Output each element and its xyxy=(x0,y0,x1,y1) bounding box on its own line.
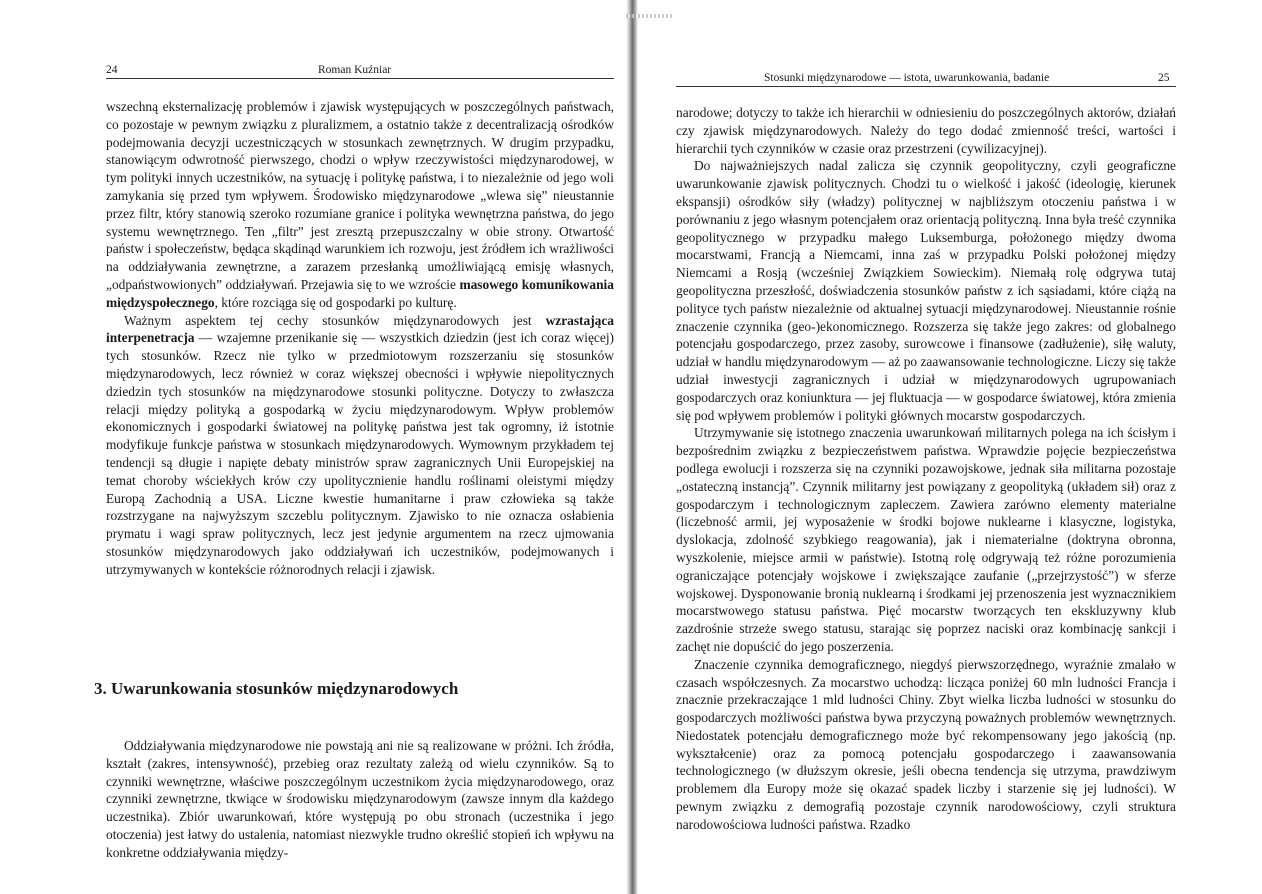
header-rule xyxy=(676,86,1176,87)
paragraph: Znaczenie czynnika demograficznego, niegdyś pierwszorzędnego, wyraźnie zmalało w czasach współczesnych. Za mocarstwo uchodzą: licząca poniżej 60 mln ludności Francja i znacznie przekraczające 1 mld ludności Chiny. Zbyt wielka liczba ludności w stosunku do gospodarczych możliwości państwa bywa przyczyną poważnych problemów wewnętrznych. Niedostatek potencjału demograficznego może być rekompensowany jego jakością (np. wykształcenie) oraz za pomocą potencjału gospodarczego i zaawansowania technologicznego (w dłuższym okresie, jeśli obecna tendencja się utrzyma, prawdziwym problemem dla Europy może się okazać spadek liczby i starzenie się jej ludności). W pewnym związku z demografią pozostaje czynnik narodowościowy, czyli struktura narodowościowa ludności państwa. Rzadko xyxy=(676,656,1176,832)
paragraph: Do najważniejszych nadal zalicza się czynnik geopolityczny, czyli geograficzne uwarunkowanie zjawisk politycznych. Chodzi tu o wielkość i jakość (ideologię, kierunek ekspansji) ośrodków siły (władzy) politycznej w najbliższym otoczeniu państwa i w porównaniu z jego własnym potencjałem oraz orientacją polityczną. Inna była treść czynnika geopolitycznego w przypadku małego Luksemburga, położonego między dwoma mocarstwami, Francją a Niemcami, inna zaś w przypadku Polski położonej między Niemcami a Rosją (wcześniej Związkiem Sowieckim). Niemałą rolę odgrywa tutaj geopolityczna przeszłość, doświadczenia stosunków państw z ich sąsiadami, które ciążą na polityce tych państw niezależnie od aktualnej sytuacji międzynarodowej. Nieustannie rośnie znaczenie czynnika (geo-)ekonomicznego. Rozszerza się także jego zakres: od globalnego potencjału gospodarczego, przez zasoby, surowcowe i finansowe (zadłużenie), siłę waluty, udział w handlu międzynarodowym — aż po zaawansowanie technologiczne. Liczy się także udział inwestycji zagranicznych i udział w międzynarodowych ugrupowaniach gospodarczych oraz koniunktura — jej fluktuacja — w gospodarce światowej, która zmienia się pod wpływem problemów i polityki głównych mocarstw gospodarczych. xyxy=(676,158,1176,423)
paragraph: Ważnym aspektem tej cechy stosunków międzynarodowych jest wzrastająca interpenetracja — wzajemne przenikanie się — wszystkich dziedzin (jest ich coraz więcej) tych stosunków. Rzecz nie tylko w przedmiotowym rozszerzaniu się stosunków międzynarodowych, lecz również w coraz większej obecności i wpływie niepolitycznych dziedzin tych stosunków na międzynarodowe stosunki polityczne. Dotyczy to zwłaszcza relacji między polityką a gospodarką w życiu międzynarodowym. Wpływ problemów ekonomicznych i gospodarki światowej na politykę państwa jest tak ogromny, iż istotnie modyfikuje funkcje państwa w stosunkach międzynarodowych. Wymownym przykładem tej tendencji są długie i napięte debaty ministrów spraw zagranicznych Unii Europejskiej na temat choroby wściekłych krów czy upolitycznienie handlu roślinami oleistymi między Europą Zachodnią a USA. Liczne kwestie humanitarne i praw człowieka są także rozstrzygane na najwyższym szczeblu politycznym. Zjawisko to nie oznacza osłabienia prymatu i wagi spraw politycznych, lecz jest jedynie argumentem na rzecz ujmowania stosunków międzynarodowych jako oddziaływań ich uczestników, podejmowanych i utrzymywanych w kontekście różnorodnych relacji i zjawisk. xyxy=(106,312,614,577)
paragraph: Oddziaływania międzynarodowe nie powstają ani nie są realizowane w próżni. Ich źródła, kształt (zakres, intensywność), przebieg oraz rezultaty zależą od wielu czynników. Są to czynniki wewnętrzne, właściwe poszczególnym uczestnikom życia międzynarodowego, oraz czynniki zewnętrzne, tkwiące w środowisku międzynarodowym (zawsze innym dla każdego uczestnika). Zbiór uwarunkowań, które występują po obu stronach (uczestnika i jego otoczenia) jest łatwy do ustalenia, natomiast niezwykle trudno określić stopień ich wpływu na konkretne oddziaływania między- xyxy=(106,738,614,860)
body-text-bottom xyxy=(106,737,614,862)
left-page xyxy=(0,0,630,894)
page-number: 24 xyxy=(106,64,118,76)
section-heading: 3. Uwarunkowania stosunków międzynarodowych xyxy=(94,679,459,698)
paragraph: wszechną eksternalizację problemów i zjawisk występujących w poszczególnych państwach, co pozostaje w pewnym związku z pluralizmem, a ostatnio także z decentralizacją ośrodków podejmowania decyzji uczestniczących w stosunkach zewnętrznych. W drugim przypadku, stanowiącym odwrotność pierwszego, chodzi o wpływ rzeczywistości międzynarodowej, w tym polityki innych uczestników, na sytuację i politykę państwa, i to niezależnie od jego woli zamykania się przed tym wpływem. Środowisko międzynarodowe „wlewa się” nieustannie przez filtr, który stanowią szeroko rozumiane granice i polityka wewnętrzna państwa, do jego systemu wewnętrznego. Ten „filtr” jest zresztą przepuszczalny w obie strony. Otwartość państw i społeczeństw, będąca skądinąd warunkiem ich rozwoju, jest źródłem ich wrażliwości na oddziaływania zewnętrzne, a zarazem przesłanką umożliwiającą emisję własnych, „odpaństwowionych” oddziaływań. Przejawia się to we wzroście masowego komunikowania międzyspołecznego, które rozciąga się od gospodarki po kulturę. xyxy=(106,99,614,310)
right-page xyxy=(636,0,1262,894)
paragraph: Utrzymywanie się istotnego znaczenia uwarunkowań militarnych polega na ich ścisłym i bezpośrednim związku z bezpieczeństwem państwa. Wprawdzie pojęcie bezpieczeństwa podlega ewolucji i rozszerza się na czynniki pozawojskowe, jednak siła militarna pozostaje „ostateczną instancją”. Czynnik militarny jest powiązany z geopolityką (układem sił) oraz z gospodarczym i technologicznym zapleczem. Zawiera zarówno elementy materialne (liczebność armii, jej wyposażenie w środki bojowe nuklearne i klasyczne, logistyka, dyslokacja, zdolność szybkiego reagowania), jak i niematerialne (doktryna obronna, wyszkolenie, miejsce armii w państwie). Istotną rolę odgrywają też różne porozumienia ograniczające potencjały wojskowe i zwiększające zaufanie („przejrzystość”) w sferze wojskowej. Dysponowanie bronią nuklearną i środkami jej przenoszenia jest wyznacznikiem mocarstwowego statusu państwa. Pięć mocarstw tworzących ten ekskluzywny klub zazdrośnie strzeże swego statusu, starając się poprzez naciski oraz kombinację sankcji i zachęt nie dopuścić do jego poszerzenia. xyxy=(676,425,1176,654)
body-text xyxy=(676,104,1176,834)
header-rule xyxy=(106,78,614,79)
page-number: 25 xyxy=(1158,72,1170,84)
running-head: Stosunki międzynarodowe — istota, uwarunkowania, badanie xyxy=(764,72,1050,84)
bold-term: masowego komunikowania międzyspołecznego xyxy=(106,276,614,310)
running-head: Roman Kuźniar xyxy=(318,64,392,76)
bold-term: wzrastająca interpenetracja xyxy=(106,312,614,346)
body-text-top xyxy=(106,98,614,579)
paragraph: narodowe; dotyczy to także ich hierarchii w odniesieniu do poszczególnych aktorów, działań czy zjawisk międzynarodowych. Należy do tego dodać zmienność treści, wartości i hierarchii tych czynników w czasie oraz przestrzeni (cywilizacyjnej). xyxy=(676,105,1176,156)
